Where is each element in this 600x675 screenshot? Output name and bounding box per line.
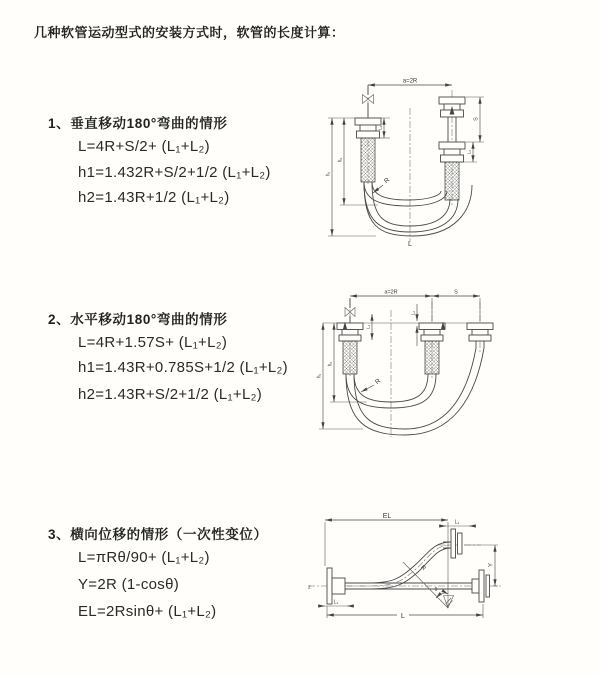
diagram-horizontal-180-bend xyxy=(315,288,500,440)
dim-label-h2: h₂ xyxy=(327,361,334,367)
dim-label-a2R: a=2R xyxy=(402,78,418,85)
dim-label-L: L xyxy=(408,241,412,248)
section-1-heading: 1、垂直移动180°弯曲的情形 xyxy=(48,116,228,131)
section-1-formula-h1: h1=1.432R+S/2+1/2 (L₁+L₂) xyxy=(78,164,271,181)
radius-callout xyxy=(373,176,391,193)
section-2-formula-h1: h1=1.43R+0.785S+1/2 (L₁+L₂) xyxy=(78,359,288,376)
radius-callout xyxy=(403,562,448,608)
hose-curves xyxy=(346,348,484,435)
hose-curves xyxy=(345,542,451,589)
dimension-h1 xyxy=(317,323,324,429)
dim-label-L2: L₂ xyxy=(466,149,472,155)
dim-label-h2: h₂ xyxy=(337,157,344,163)
dimension-a2R xyxy=(368,79,452,86)
middle-braided-hose xyxy=(425,341,439,374)
section-2-heading: 2、水平移动180°弯曲的情形 xyxy=(48,312,228,327)
dim-label-Y: Y xyxy=(488,562,495,568)
dimension-L2 xyxy=(439,520,476,527)
section-1-formula-L: L=4R+S/2+ (L₁+L₂) xyxy=(78,138,210,155)
dimension-L2 xyxy=(467,142,474,162)
upper-flange xyxy=(443,529,462,558)
right-flange-lower xyxy=(439,142,465,162)
dimension-L1 xyxy=(318,600,354,607)
dim-label-R: R xyxy=(374,377,383,387)
section-2-formula-h2: h2=1.43R+S/2+1/2 (L₁+L₂) xyxy=(78,386,263,403)
dim-label-h1: h₁ xyxy=(316,373,323,379)
section-3-formula-L: L=πRθ/90+ (L₁+L₂) xyxy=(78,549,210,566)
dim-label-L2: L₂ xyxy=(454,519,460,526)
dimension-h1 xyxy=(326,118,333,236)
dim-label-EL: EL xyxy=(382,513,392,520)
dim-label-L2: L₂ xyxy=(410,310,416,316)
section-1-formula-h2: h2=1.43R+1/2 (L₁+L₂) xyxy=(78,189,230,206)
dim-label-R: R xyxy=(383,176,392,186)
dimension-h2 xyxy=(338,118,345,205)
right-braided-hose xyxy=(445,162,459,200)
section-3-heading: 3、横向位移的情形（一次性变位） xyxy=(48,527,268,542)
dim-label-L1: L₁ xyxy=(333,599,339,606)
page-title: 几种软管运动型式的安装方式时，软管的长度计算： xyxy=(34,25,345,40)
left-flange xyxy=(337,323,363,341)
dim-label-S: S xyxy=(473,117,480,121)
dim-label-R: R xyxy=(419,564,427,572)
right-flange xyxy=(472,570,490,602)
dimension-L2 xyxy=(411,304,418,346)
dimension-L xyxy=(327,604,483,620)
dimension-S xyxy=(474,97,481,142)
dim-label-S: S xyxy=(454,289,458,296)
axis-break-mark: z xyxy=(308,584,311,591)
middle-flange xyxy=(419,323,445,341)
radius-callout xyxy=(361,377,382,392)
dim-label-theta: θ xyxy=(434,587,438,593)
diagram-lateral-displacement xyxy=(305,512,505,624)
section-3-formula-EL: EL=2Rsinθ+ (L₁+L₂) xyxy=(78,603,217,620)
left-braided-hose xyxy=(361,138,375,182)
dim-label-L1: L₁ xyxy=(377,125,383,131)
diagram-vertical-180-bend xyxy=(320,72,510,257)
dimension-S xyxy=(432,290,480,322)
dim-label-L: L xyxy=(400,611,406,620)
centerlines xyxy=(350,300,480,437)
section-3-formula-Y: Y=2R (1-cosθ) xyxy=(78,576,180,593)
dimension-h2 xyxy=(328,323,335,402)
right-flange xyxy=(467,323,493,341)
section-2-formula-L: L=4R+1.57S+ (L₁+L₂) xyxy=(78,334,228,351)
left-braided-hose xyxy=(343,341,357,374)
dim-label-a2R: a=2R xyxy=(384,289,398,296)
dim-label-L1: L₁ xyxy=(365,324,371,330)
dimension-a2R xyxy=(350,290,432,297)
dim-label-h1: h₁ xyxy=(325,171,332,177)
dimension-L1 xyxy=(366,314,373,340)
